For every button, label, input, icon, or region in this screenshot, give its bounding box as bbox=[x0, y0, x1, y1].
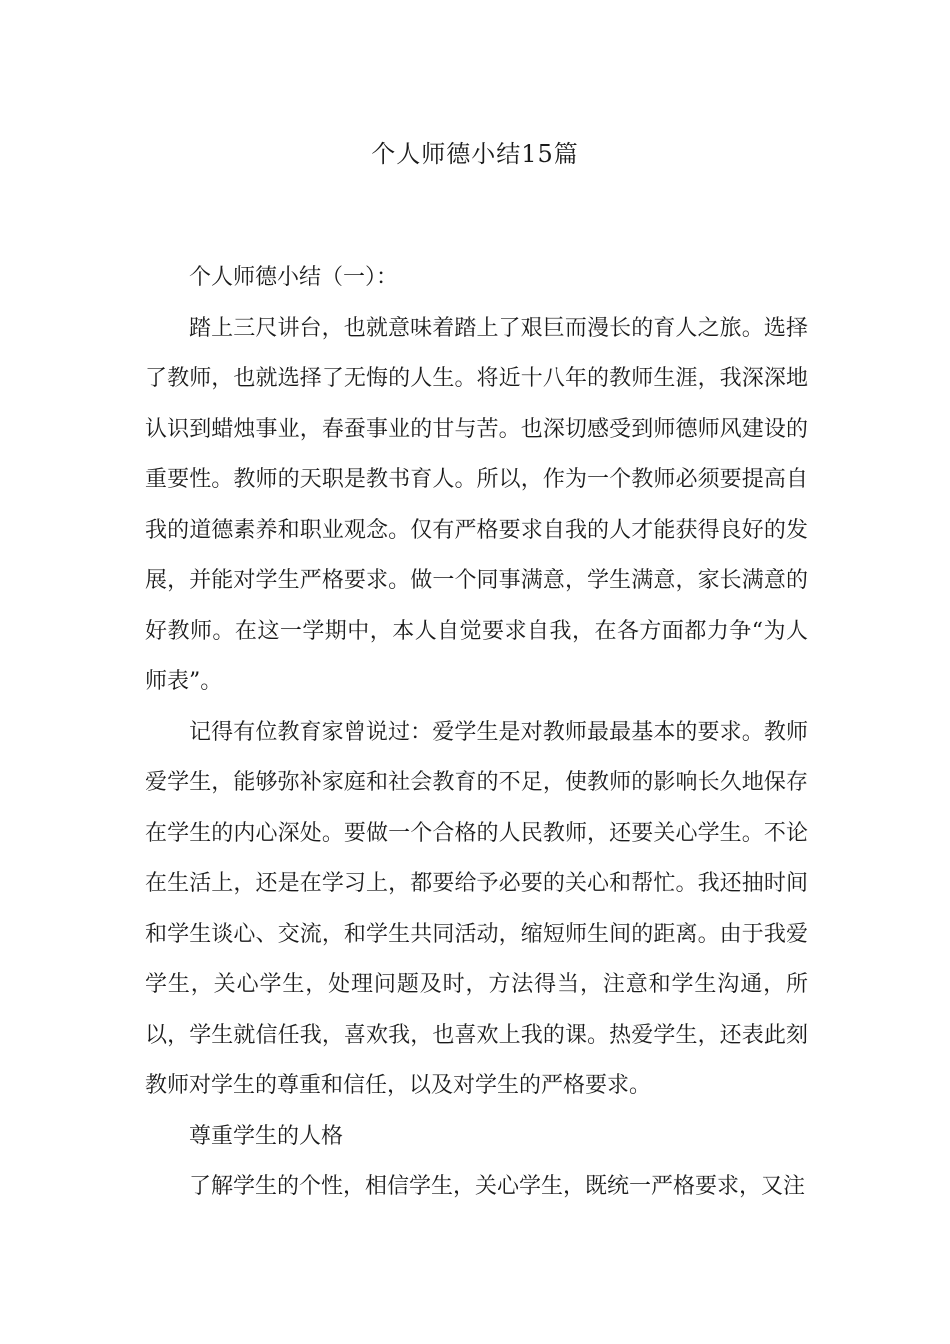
section-heading: 个人师德小结（一）： bbox=[189, 265, 399, 290]
body-paragraph: 记得有位教育家曾说过：爱学生是对教师最最基本的要求。教师爱学生，能够弥补家庭和社会教育的不足，使教师的影响长久地保存在学生的内心深处。要做一个合格的人民教师，还要关心学生。不论在生活上，还是在学习上，都要给予必要的关心和帮忙。我还抽时间和学生谈心、交流，和学生共同活动，缩短师生间的距离。由于我爱学生，关心学生，处理问题及时，方法得当，注意和学生沟通，所以，学生就信任我，喜欢我，也喜欢上我的课。热爱学生，还表此刻教师对学生的尊重和信任，以及对学生的严格要求。 bbox=[145, 719, 808, 1098]
body-paragraph: 踏上三尺讲台，也就意味着踏上了艰巨而漫长的育人之旅。选择了教师，也就选择了无悔的人生。将近十八年的教师生涯，我深深地认识到蜡烛事业，春蚕事业的甘与苦。也深切感受到师德师风建设的重要性。教师的天职是教书育人。所以，作为一个教师必须要提高自我的道德素养和职业观念。仅有严格要求自我的人才能获得良好的发展，并能对学生严格要求。做一个同事满意，学生满意，家长满意的好教师。在这一学期中，本人自觉要求自我，在各方面都力争“为人师表”。 bbox=[145, 315, 808, 694]
document-body bbox=[145, 253, 808, 1213]
body-paragraph: 了解学生的个性，相信学生，关心学生，既统一严格要求，又注 bbox=[189, 1174, 806, 1199]
document-title: 个人师德小结15篇 bbox=[371, 140, 579, 168]
subheading: 尊重学生的人格 bbox=[189, 1123, 344, 1149]
